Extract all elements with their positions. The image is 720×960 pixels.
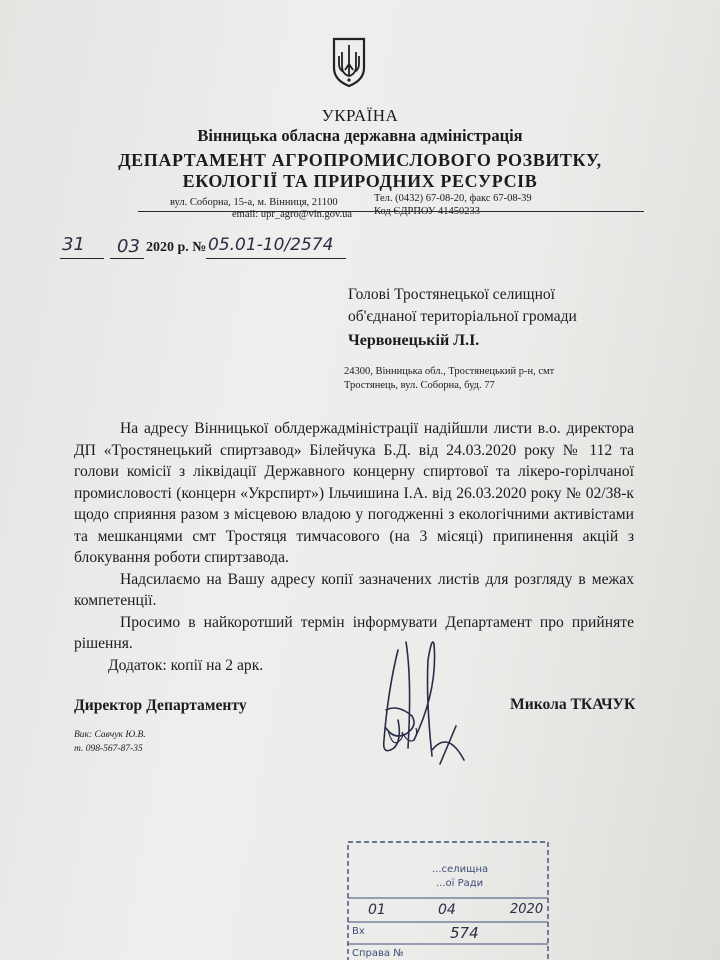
attachment-note: Додаток: копії на 2 арк.	[108, 657, 264, 674]
registration-number-underline	[206, 258, 346, 259]
signatory-position: Директор Департаменту	[74, 697, 247, 714]
department-phone: Тел. (0432) 67-08-20, факс 67-08-39	[374, 193, 532, 204]
addressee-name: Червонецькій Л.І.	[348, 332, 480, 349]
department-edrpou: Код ЄДРПОУ 41450233	[374, 206, 480, 217]
header-rule	[138, 211, 644, 212]
registration-day-underline	[60, 258, 104, 259]
stamp-month: 04	[438, 902, 456, 918]
stamp-line1: ...селищна	[432, 864, 489, 875]
stamp-label-incoming: Вх	[352, 926, 365, 937]
stamp-day: 01	[368, 902, 386, 918]
registration-day: 31	[62, 234, 85, 255]
executor-name: Вик: Савчук Ю.В.	[74, 730, 146, 740]
department-name-line2: ЕКОЛОГІЇ ТА ПРИРОДНИХ РЕСУРСІВ	[182, 171, 538, 191]
department-email: email: upr_agro@vin.gov.ua	[232, 209, 353, 220]
stamp-line2: ...ої Ради	[436, 878, 484, 889]
letter-body	[74, 418, 634, 655]
administration-name: Вінницька обласна державна адміністрація	[197, 126, 523, 145]
registration-year: 2020 р. №	[146, 240, 207, 255]
registration-number: 05.01-10/2574	[208, 235, 334, 255]
stamp-label-case: Справа №	[352, 948, 404, 959]
department-name-line1: ДЕПАРТАМЕНТ АГРОПРОМИСЛОВОГО РОЗВИТКУ,	[118, 150, 602, 170]
addressee-line2: об'єднаної територіальної громади	[348, 308, 577, 325]
signature-icon	[368, 630, 468, 770]
addressee-address-line2: Тростянець, вул. Соборна, буд. 77	[344, 380, 495, 391]
registration-month-underline	[110, 258, 144, 259]
department-address: вул. Соборна, 15-а, м. Вінниця, 21100	[170, 197, 338, 208]
addressee-address-line1: 24300, Вінницька обл., Тростянецький р-н, смт	[344, 366, 555, 377]
addressee-line1: Голові Тростянецької селищної	[348, 286, 555, 303]
executor-phone: т. 098-567-87-35	[74, 744, 143, 754]
body-paragraph-3: Просимо в найкоротший термін інформувати Департамент про прийняте рішення.	[74, 613, 634, 652]
body-paragraph-2: Надсилаємо на Вашу адресу копії зазначених листів для розгляду в межах компетенції.	[74, 570, 634, 609]
country-name: УКРАЇНА	[321, 106, 399, 125]
signatory-name: Микола ТКАЧУК	[510, 696, 636, 713]
coat-of-arms-icon	[331, 36, 367, 88]
body-paragraph-1: На адресу Вінницької облдержадміністрації надійшли листи в.о. директора ДП «Тростянецький спиртзавод» Білейчука Б.Д. від 24.03.2020 року № 112 та голови комісії з ліквідації Державного концерну спиртової та лікеро-горілчаної промисловості (концерн «Укрспирт») Ільчишина І.А. від 26.03.2020 року № 02/38-к щодо сприяння разом з місцевою владою у погодженні з екологічними активістами та мешканцями смт Тростяця тимчасового (на 3 місяці) припинення акцій з блокування роботи спиртзавода.	[74, 420, 634, 566]
stamp-number: 574	[450, 924, 479, 942]
registration-month: 03	[117, 236, 140, 257]
stamp-year: 2020	[510, 902, 544, 917]
incoming-stamp	[346, 840, 560, 960]
